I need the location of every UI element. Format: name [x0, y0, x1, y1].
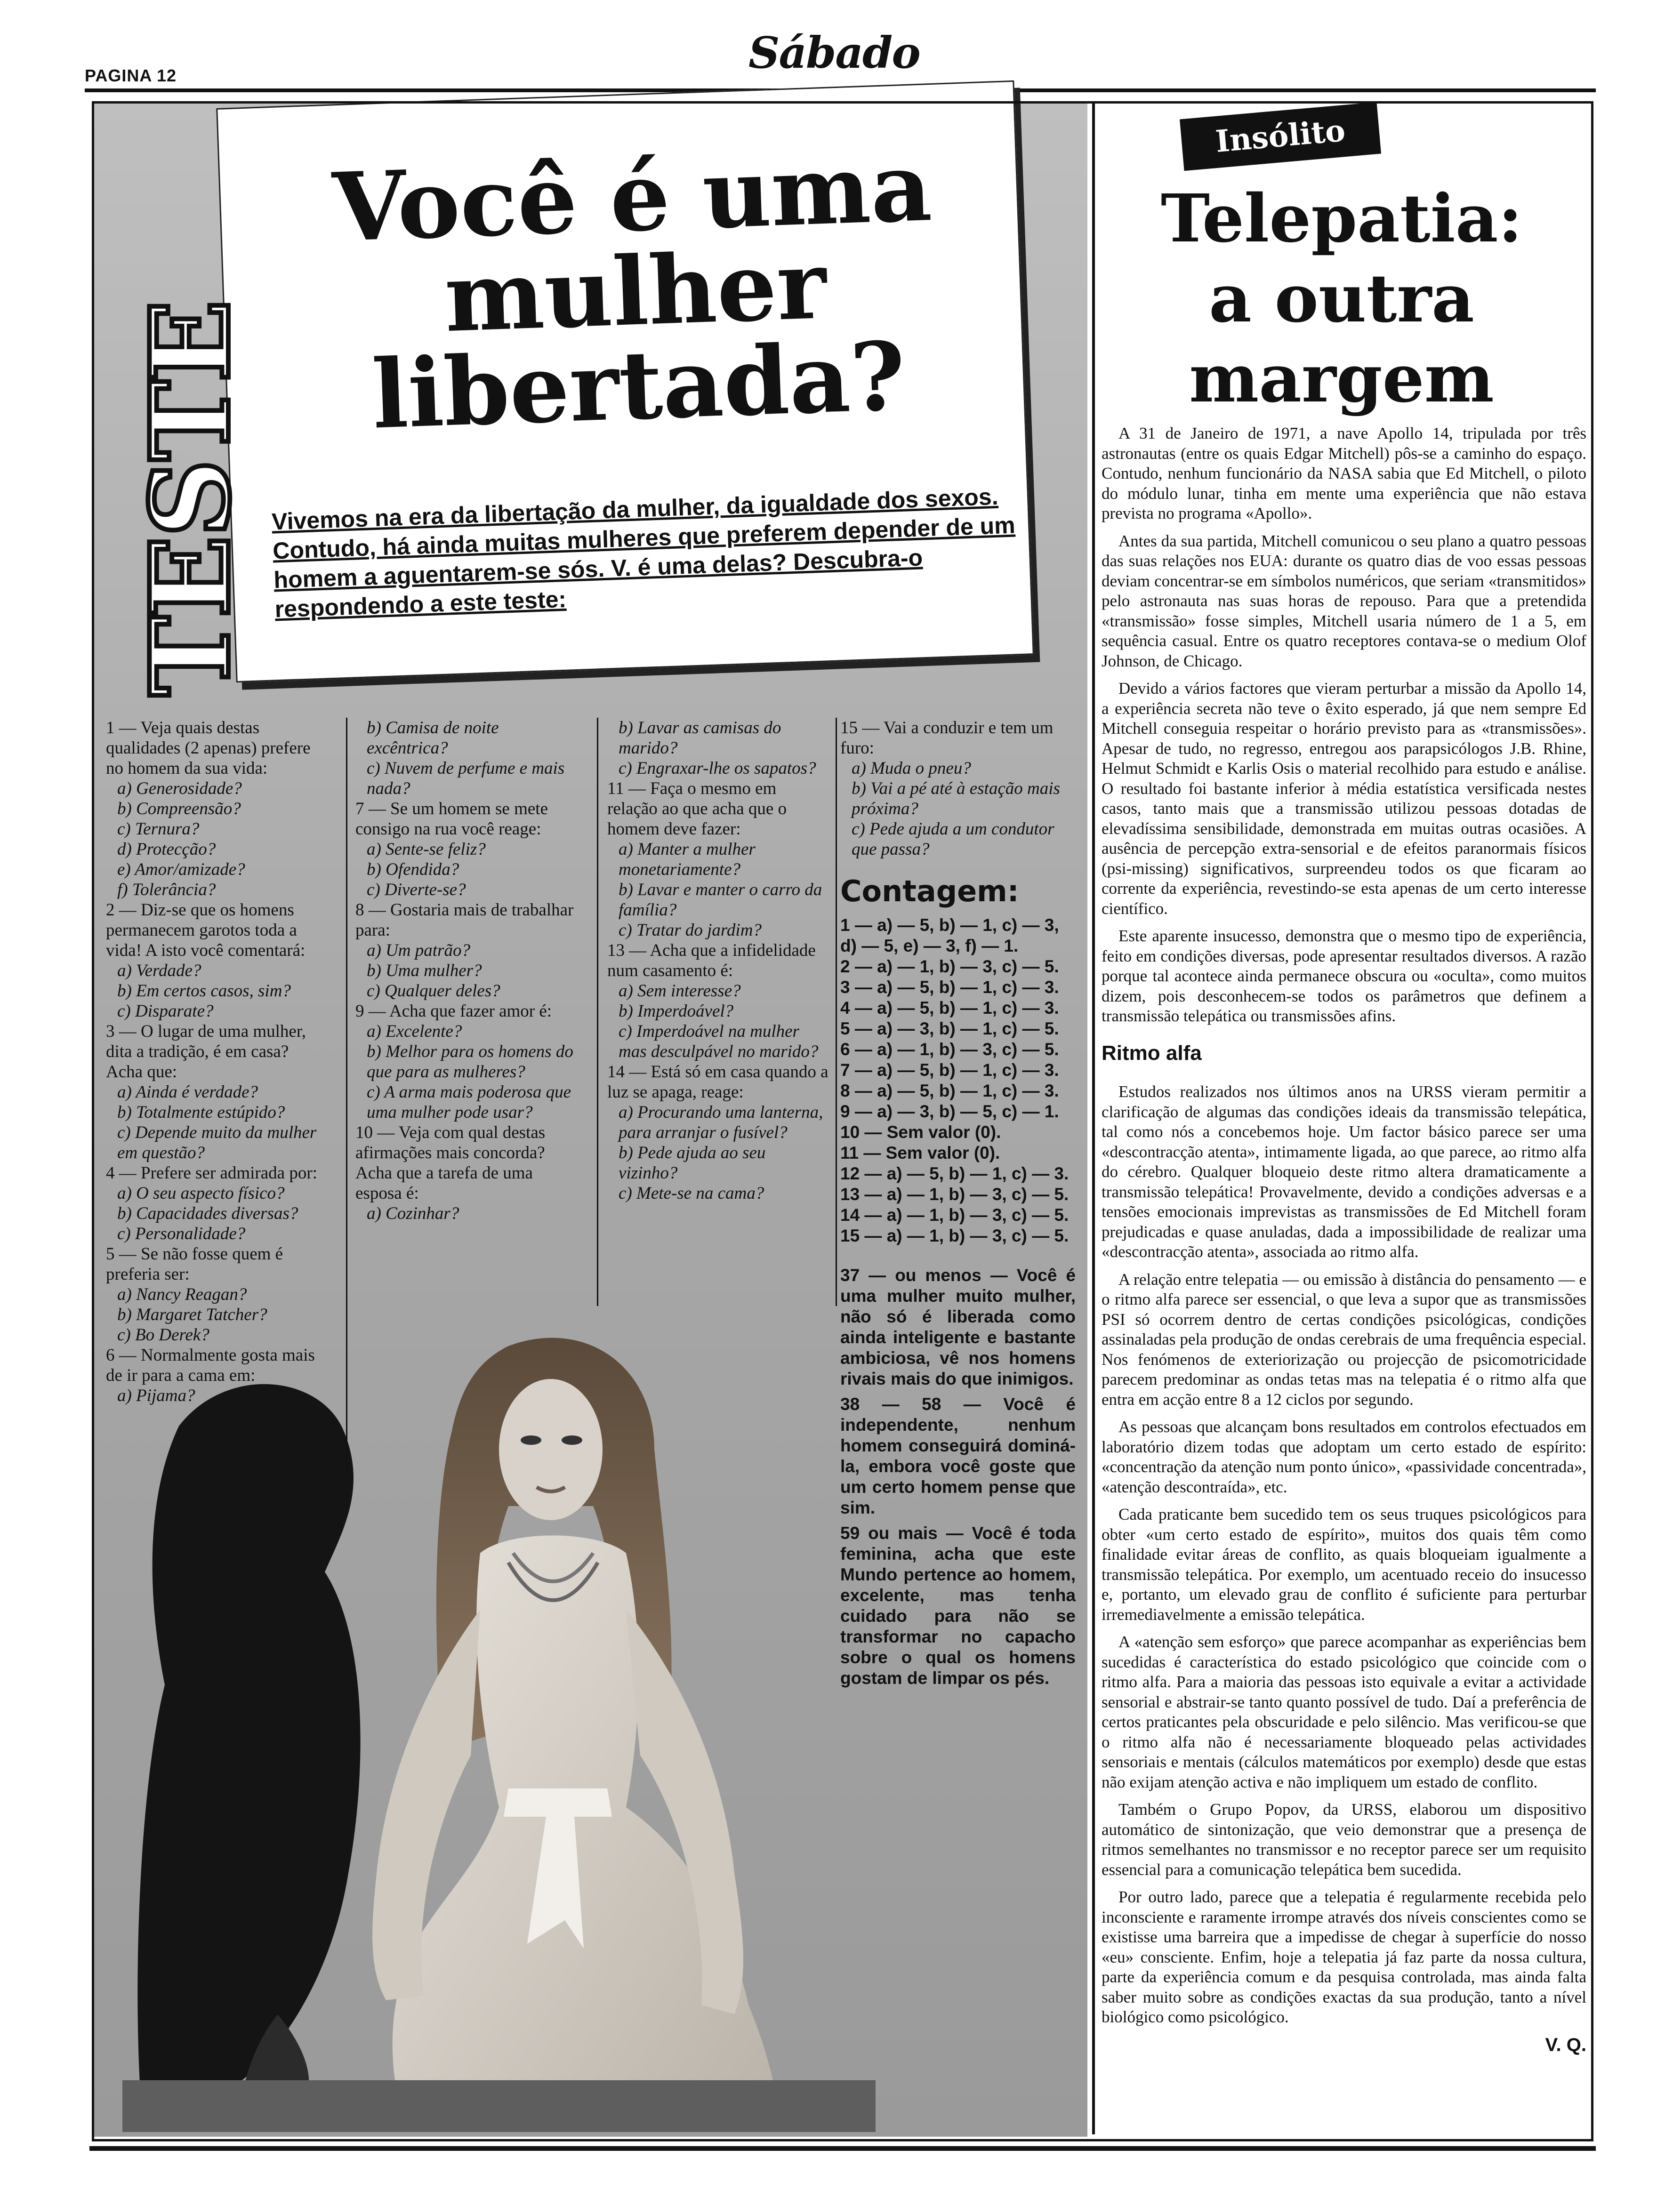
quiz-question: 4 — Prefere ser admirada por:	[106, 1163, 317, 1183]
score-line: 9 — a) — 3, b) — 5, c) — 1.	[840, 1102, 1059, 1121]
quiz-option: a) Sente-se feliz?	[367, 840, 486, 859]
masthead-logo: Sábado	[748, 27, 920, 78]
quiz-option: a) Procurando uma lanterna, para arranjar o fusível?	[619, 1103, 823, 1142]
headline-line: mulher	[442, 229, 828, 354]
article-paragraph: A relação entre telepatia — ou emissão à distância do pensamento — e o ritmo alfa parece ser essencial, o que leva a supor que as transmissões PSI só ocorrem dentro de certas condições psicológicas, condições assinaladas pela produção de ondas cerebrais de uma frequência especial. Nos fenómenos de exteriorização ou projecção de psicomotricidade parecem predominar as ondas tetas mas na telepatia é o ritmo alfa que entra em acção entre 8 a 12 ciclos por segundo.	[1102, 1270, 1586, 1409]
quiz-option: a) Excelente?	[367, 1022, 462, 1041]
article-paragraph: Devido a vários factores que vieram perturbar a missão da Apollo 14, a experiência secreta não teve o êxito esperado, já que nem sempre Ed Mitchell conseguia respeitar o horário previsto para as «transmissões». Apesar de tudo, no regresso, entregou aos parapsicólogos J.B. Rhine, Helmut Schmidt e Karlis Osis o material recolhido para estudo e análise. O resultado foi bastante inferior à média estatística versificada nestes casos, tanto mais que a transmissão utilizou pessoas dotadas de elevadíssima sensibilidade, demonstrada em muitas outras ocasiões. A ausência de percepção extra-sensorial e de efeitos paranormais físicos (psi-missing) significativos, surpreendeu todos os que ficaram ao corrente da experiência, revestindo-se esta apenas de um certo interesse científico.	[1102, 679, 1586, 918]
title-line: a outra	[1209, 260, 1474, 337]
result-paragraph: 37 — ou menos — Você é uma mulher muito mulher, não só é liberada como ainda inteligente e bastante ambiciosa, vê nos homens rivais mais do que inimigos.	[840, 1266, 1076, 1388]
quiz-option: c) Disparate?	[117, 1002, 214, 1021]
quiz-question: 13 — Acha que a infidelidade num casamento é:	[607, 941, 816, 980]
quiz-option: a) Cozinhar?	[367, 1204, 459, 1223]
quiz-option: c) Tratar do jardim?	[619, 921, 762, 940]
quiz-option: b) Lavar e manter o carro da família?	[619, 880, 822, 920]
quiz-option: b) Lavar as camisas do marido?	[619, 718, 781, 758]
quiz-option: d) Protecção?	[117, 840, 216, 859]
quiz-option: c) Nuvem de perfume e mais nada?	[367, 759, 565, 798]
article-paragraph: Também o Grupo Popov, da URSS, elaborou um dispositivo automático de sintonização, que veio demonstrar que a presença de ritmos semelhantes no transmissor e no receptor parece ser um requisito essencial para a comunicação telepática bem sucedida.	[1102, 1800, 1586, 1879]
score-line: 3 — a) — 5, b) — 1, c) — 3.	[840, 978, 1059, 997]
quiz-option: a) Generosidade?	[117, 779, 242, 798]
score-line: 13 — a) — 1, b) — 3, c) — 5.	[840, 1185, 1069, 1204]
quiz-question: 9 — Acha que fazer amor é:	[355, 1002, 552, 1021]
quiz-option: c) Engraxar-lhe os sapatos?	[619, 759, 816, 778]
quiz-option: c) Bo Derek?	[117, 1325, 209, 1345]
quiz-option: c) Qualquer deles?	[367, 981, 500, 1001]
footer-rule	[89, 2146, 1596, 2151]
article-paragraph: Estudos realizados nos últimos anos na URSS vieram permitir a clarificação de algumas das condições ideais da transmissão telepática, tal como nós a concebemos hoje. Um factor básico parece ser uma «descontracção atenta», intimamente ligada, ao que parece, ao ritmo alfa do cérebro. Qualquer bloqueio deste ritmo altera dramaticamente a transmissão telepática! Provavelmente, devido a condições adversas e a tensões emocionais imprevistas as transmissões de Ed Mitchell foram prejudicadas e quase anuladas, dada a impossibilidade de realizar uma «descontracção atenta», associada ao ritmo alfa.	[1102, 1082, 1586, 1261]
article-paragraph: Antes da sua partida, Mitchell comunicou o seu plano a quatro pessoas das suas relações nos EUA: durante os quatro dias de voo essas pessoas deviam concentrar-se em símbolos numéricos, que seriam «transmitidos» pelo astronauta nas suas horas de repouso. Para que a pretendida «transmissão» fosse simples, Mitchell usaria número de 1 a 5, em sequência casual. Entre os quatro receptores contava-se o medium Olof Johnson, de Chicago.	[1102, 531, 1586, 670]
quiz-option: c) Mete-se na cama?	[619, 1184, 764, 1203]
quiz-option: b) Camisa de noite excêntrica?	[367, 718, 499, 758]
quiz-question: 5 — Se não fosse quem é preferia ser:	[106, 1244, 283, 1284]
score-line: 1 — a) — 5, b) — 1, c) — 3,	[840, 915, 1059, 935]
score-line: 2 — a) — 1, b) — 3, c) — 5.	[840, 957, 1059, 976]
headline-line: Você é uma	[331, 131, 933, 264]
quiz-option: b) Melhor para os homens do que para as mulheres?	[367, 1042, 573, 1082]
quiz-question: 11 — Faça o mesmo em relação ao que acha que o homem deve fazer:	[607, 779, 787, 839]
quiz-option: c) Ternura?	[117, 819, 200, 839]
quiz-option: a) Ainda é verdade?	[117, 1082, 258, 1102]
quiz-option: f) Tolerância?	[117, 880, 216, 899]
test-intro: Vivemos na era da libertação da mulher, da igualdade dos sexos. Contudo, há ainda muitas mulheres que preferem depender de um homem a aguentarem-se sós. V. é uma delas? Descubra-o respondendo a este teste:	[271, 483, 1016, 623]
quiz-option: c) Depende muito da mulher em questão?	[117, 1123, 317, 1162]
score-line: d) — 5, e) — 3, f) — 1.	[840, 936, 1019, 955]
score-line: 6 — a) — 1, b) — 3, c) — 5.	[840, 1040, 1059, 1059]
quiz-option: a) Manter a mulher monetariamente?	[619, 840, 756, 879]
score-line: 12 — a) — 5, b) — 1, c) — 3.	[840, 1164, 1069, 1183]
quiz-option: c) A arma mais poderosa que uma mulher pode usar?	[367, 1082, 571, 1122]
title-line: Telepatia:	[1160, 180, 1523, 257]
quiz-option: c) Diverte-se?	[367, 880, 466, 899]
quiz-option: b) Pede ajuda ao seu vizinho?	[619, 1143, 766, 1183]
quiz-question: 14 — Está só em casa quando a luz se apaga, reage:	[607, 1062, 828, 1102]
score-line: 10 — Sem valor (0).	[840, 1122, 1001, 1142]
quiz-option: b) Uma mulher?	[367, 961, 482, 980]
quiz-option: a) Verdade?	[117, 961, 201, 980]
quiz-question: 8 — Gostaria mais de trabalhar para:	[355, 900, 574, 940]
score-line: 5 — a) — 3, b) — 1, c) — 5.	[840, 1019, 1059, 1038]
article-paragraph: As pessoas que alcançam bons resultados em controlos efectuados em laboratório dizem todas que adoptam um certo estado de espírito: «concentração da atenção num ponto único», «passividade concentrada», «atenção descontraída», etc.	[1102, 1418, 1586, 1496]
quiz-option: c) Imperdoável na mulher mas desculpável no marido?	[619, 1022, 819, 1061]
quiz-option: b) Totalmente estúpido?	[117, 1103, 285, 1122]
quiz-option: c) Personalidade?	[117, 1224, 246, 1243]
quiz-question: 1 — Veja quais destas qualidades (2 apenas) prefere no homem da sua vida:	[106, 718, 311, 778]
article-paragraph: Este aparente insucesso, demonstra que o mesmo tipo de experiência, feito em condições diversas, pode apresentar resultados diversos. A razão porque tal acontece ainda permanece obscura ou «oculta», como muitos dizem, pois desconhecem-se todos os parâmetros que definem a transmissão telepática ou transmissões afins.	[1102, 927, 1586, 1025]
score-line: 7 — a) — 5, b) — 1, c) — 3.	[840, 1060, 1059, 1080]
quiz-question: 10 — Veja com qual destas afirmações mais concorda? Acha que a tarefa de uma esposa é:	[355, 1123, 546, 1203]
quiz-option: a) Pijama?	[117, 1386, 195, 1405]
author-signature: V. Q.	[1545, 2034, 1586, 2055]
article-paragraph: A «atenção sem esforço» que parece acompanhar as experiências bem sucedidas é característica do estado psicológico que coincide com o ritmo alfa. Para a maioria das pessoas isto equivale a evitar a actividade sensorial e abstrair-se tanto quanto possível de tudo. Daí a preferência de certos praticantes pela obscuridade e pelo silêncio. Mas verificou-se que o ritmo alfa não é necessariamente bloqueado pelas actividades sensoriais e mentais (cálculos matemáticos por exemplo) desde que estas não exijam atenção activa e não impliquem um estado de conflito.	[1102, 1633, 1586, 1791]
section-kicker: Insólito	[1180, 102, 1381, 171]
quiz-question: 15 — Vai a conduzir e tem um furo:	[840, 718, 1054, 758]
score-line: 8 — a) — 5, b) — 1, c) — 3.	[840, 1081, 1059, 1100]
scoring-title: Contagem:	[840, 874, 1019, 908]
quiz-option: a) Nancy Reagan?	[117, 1285, 247, 1304]
article-paragraph: Por outro lado, parece que a telepatia é regularmente recebida pelo inconsciente e raramente irrompe através dos níveis conscientes como se existisse uma barreira que a impedisse de chegar à superfície do nosso «eu» consciente. Enfim, hoje a telepatia já faz parte da nossa cultura, parte da experiência comum e da pesquisa controlada, mas ainda falta saber muito sobre as condições exactas da sua produção, tanto a nível biológico como psicológico.	[1102, 1888, 1586, 2026]
quiz-option: b) Capacidades diversas?	[117, 1204, 298, 1223]
quiz-option: e) Amor/amizade?	[117, 860, 245, 879]
quiz-question: 6 — Normalmente gosta mais de ir para a cama em:	[106, 1346, 315, 1385]
article-paragraph: Cada praticante bem sucedido tem os seus truques psicológicos para obter «um certo estado de espírito», muitos dos quais têm como finalidade evitar áreas de conflito, as quais bloqueiam igualmente a transmissão telepática. Por exemplo, um acentuado receio do insucesso e, portanto, um elevado grau de conflito é suficiente para perturbar irremediavelmente a emissão telepática.	[1102, 1505, 1586, 1624]
score-line: 11 — Sem valor (0).	[840, 1143, 1000, 1162]
quiz-question: 2 — Diz-se que os homens permanecem garotos toda a vida! A isto você comentará:	[106, 900, 306, 960]
score-line: 15 — a) — 1, b) — 3, c) — 5.	[840, 1226, 1069, 1245]
article-subhead: Ritmo alfa	[1102, 1041, 1202, 1065]
quiz-question: 3 — O lugar de uma mulher, dita a tradição, é em casa? Acha que:	[106, 1022, 306, 1082]
article-paragraph: A 31 de Janeiro de 1971, a nave Apollo 14, tripulada por três astronautas (entre os quais Edgar Mitchell) pôs-se a caminho do espaço. Contudo, nenhum funcionário da NASA sabia que Ed Mitchell, o piloto do módulo lunar, tinha em mente uma experiência que não estava prevista no programa «Apollo».	[1102, 424, 1586, 522]
score-line: 14 — a) — 1, b) — 3, c) — 5.	[840, 1205, 1069, 1225]
quiz-option: b) Ofendida?	[367, 860, 459, 879]
quiz-option: b) Imperdoável?	[619, 1002, 734, 1021]
page-number: PAGINA 12	[85, 66, 177, 85]
quiz-option: a) O seu aspecto físico?	[117, 1184, 285, 1203]
score-line: 4 — a) — 5, b) — 1, c) — 3.	[840, 998, 1059, 1018]
quiz-option: c) Pede ajuda a um condutor que passa?	[852, 819, 1054, 859]
title-line: margem	[1189, 340, 1494, 417]
result-paragraph: 38 — 58 — Você é independente, nenhum homem conseguirá dominá-la, embora você goste que um certo homem pense que sim.	[840, 1395, 1076, 1517]
quiz-option: b) Em certos casos, sim?	[117, 981, 291, 1001]
quiz-option: b) Compreensão?	[117, 799, 241, 818]
headline-line: libertada?	[370, 321, 908, 450]
quiz-option: a) Sem interesse?	[619, 981, 741, 1001]
page-frame	[92, 101, 1593, 2141]
quiz-question: 7 — Se um homem se mete consigo na rua você reage:	[355, 799, 548, 839]
quiz-option: b) Margaret Tatcher?	[117, 1305, 267, 1324]
quiz-option: a) Um patrão?	[367, 941, 470, 960]
result-paragraph: 59 ou mais — Você é toda feminina, acha que este Mundo pertence ao homem, excelente, mas tenha cuidado para não se transformar no capacho sobre o qual os homens gostam de limpar os pés.	[840, 1523, 1076, 1688]
quiz-option: b) Vai a pé até à estação mais próxima?	[852, 779, 1060, 818]
teste-label: TESTE	[127, 301, 254, 697]
quiz-option: a) Muda o pneu?	[852, 759, 971, 778]
